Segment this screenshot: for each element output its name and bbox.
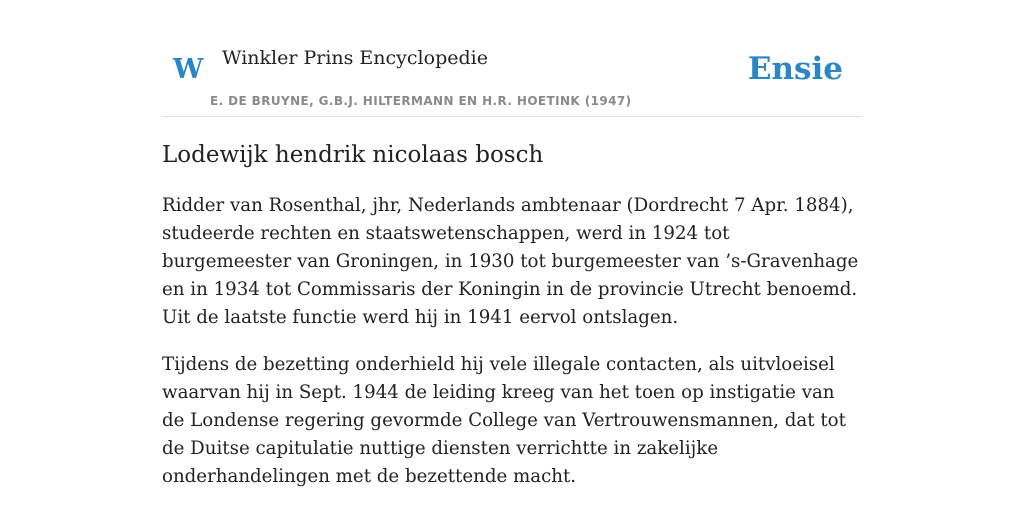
header <box>162 0 862 117</box>
entry-body <box>162 192 862 510</box>
page <box>162 0 862 487</box>
winkler-prins-logo[interactable]: W <box>173 54 204 85</box>
ensie-logo[interactable]: Ensie <box>747 51 843 87</box>
entry-paragraph-1: Ridder van Rosenthal, jhr, Nederlands ambtenaar (Dordrecht 7 Apr. 1884), studeerde rechten en staatswetenschappen, werd in 1924 tot burgemeester van Groningen, in 1930 tot burgemeester van ’s-Gravenhage en in 1934 tot Commissaris der Koningin in de provincie Utrecht benoemd. Uit de laatste functie werd hij in 1941 eervol ontslagen. <box>162 195 859 328</box>
entry-paragraph-2: Tijdens de bezetting onderhield hij vele illegale contacten, als uitvloeisel waarvan hij in Sept. 1944 de leiding kreeg van het toen op instigatie van de Londense regering gevormde College van Vertrouwensmannen, dat tot de Duitse capitulatie nuttige diensten verrichtte in zakelijke onderhandelingen met de bezettende macht. <box>162 354 846 487</box>
book-authors: E. DE BRUYNE, G.B.J. HILTERMANN EN H.R. HOETINK (1947) <box>210 94 632 108</box>
book-title[interactable]: Winkler Prins Encyclopedie <box>222 47 488 69</box>
entry-title: Lodewijk hendrik nicolaas bosch <box>162 142 544 168</box>
